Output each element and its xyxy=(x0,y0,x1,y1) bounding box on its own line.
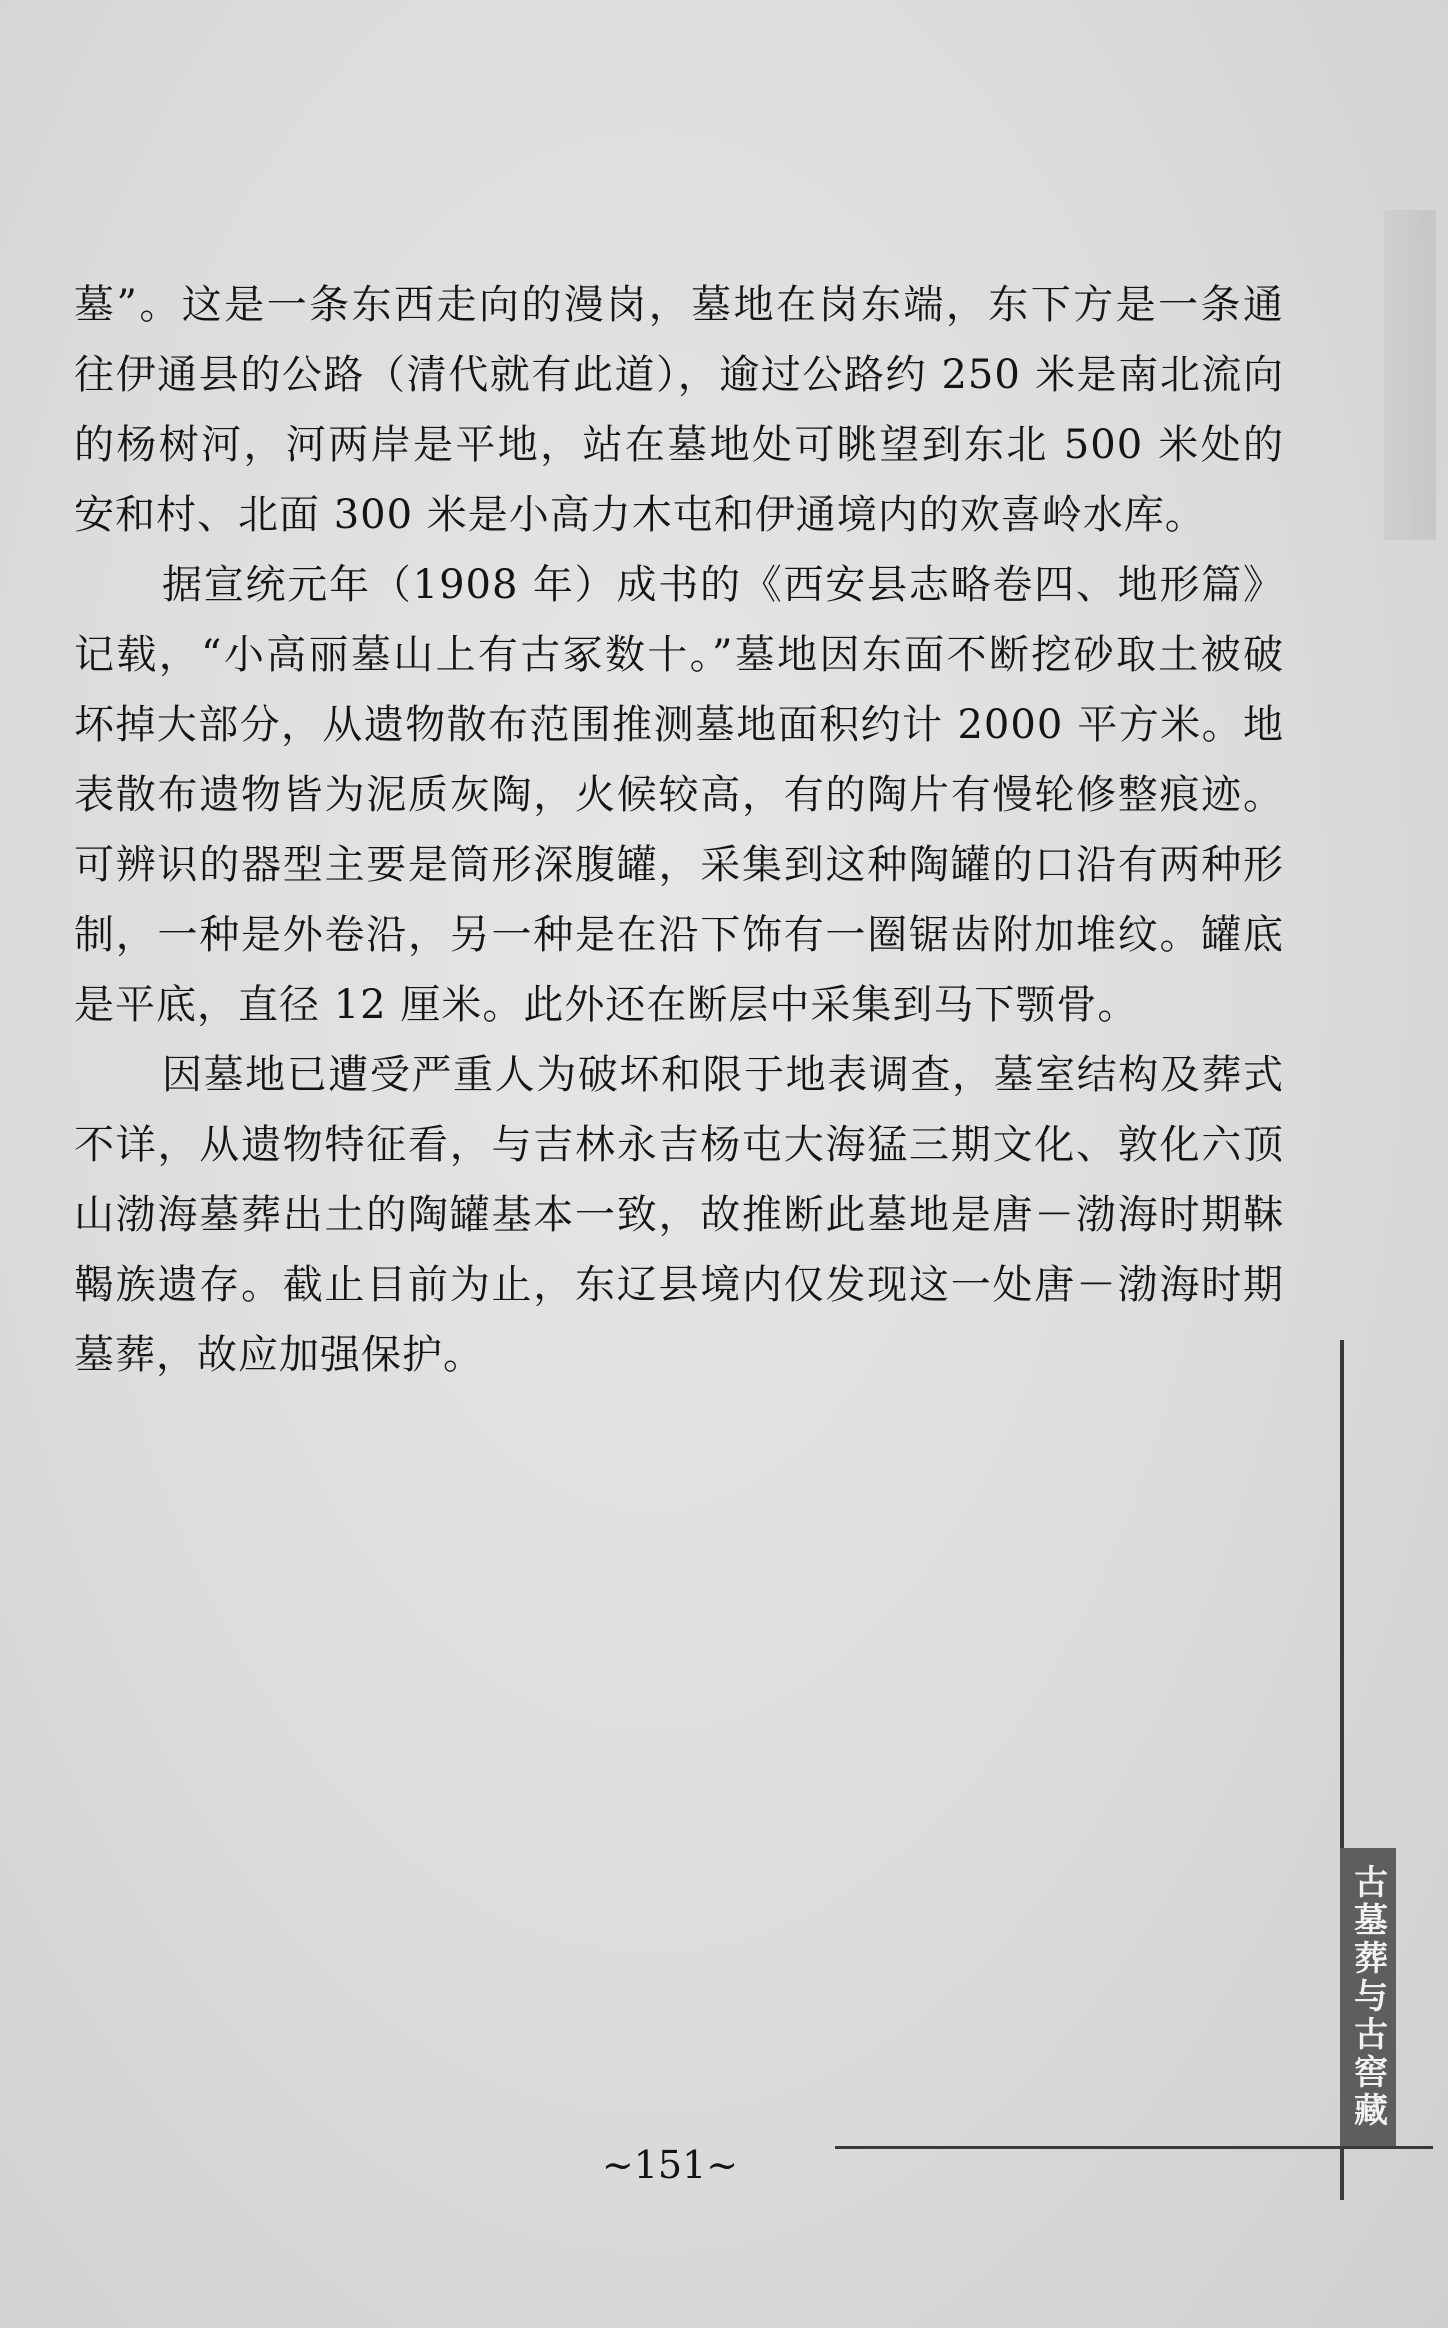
side-tab-faded xyxy=(1384,210,1436,540)
main-text xyxy=(74,270,1284,1390)
chapter-tab: 古墓葬与古窖藏 xyxy=(1340,1848,1396,2146)
paragraph-2: 据宣统元年（1908 年）成书的《西安县志略卷四、地形篇》记载，“小高丽墓山上有古冢数十。”墓地因东面不断挖砂取土被破坏掉大部分，从遗物散布范围推测墓地面积约计 2000 平方米。地表散布遗物皆为泥质灰陶，火候较高，有的陶片有慢轮修整痕迹。可辨识的器型主要是筒形深腹罐，采集到这种陶罐的口沿有两种形制，一种是外卷沿，另一种是在沿下饰有一圈锯齿附加堆纹。罐底是平底，直径 12 厘米。此外还在断层中采集到马下颚骨。 xyxy=(74,562,1284,1028)
paragraph-3: 因墓地已遭受严重人为破坏和限于地表调查，墓室结构及葬式不详，从遗物特征看，与吉林永吉杨屯大海猛三期文化、敦化六顶山渤海墓葬出土的陶罐基本一致，故推断此墓地是唐－渤海时期靺鞨族遗存。截止目前为止，东辽县境内仅发现这一处唐－渤海时期墓葬，故应加强保护。 xyxy=(74,1052,1284,1378)
footer-rule xyxy=(835,2146,1433,2149)
page-number: ~151~ xyxy=(601,2143,739,2187)
paragraph-1: 墓”。这是一条东西走向的漫岗，墓地在岗东端，东下方是一条通往伊通县的公路（清代就有此道），逾过公路约 250 米是南北流向的杨树河，河两岸是平地，站在墓地处可眺望到东北 500 米处的安和村、北面 300 米是小高力木屯和伊通境内的欢喜岭水库。 xyxy=(74,282,1284,538)
